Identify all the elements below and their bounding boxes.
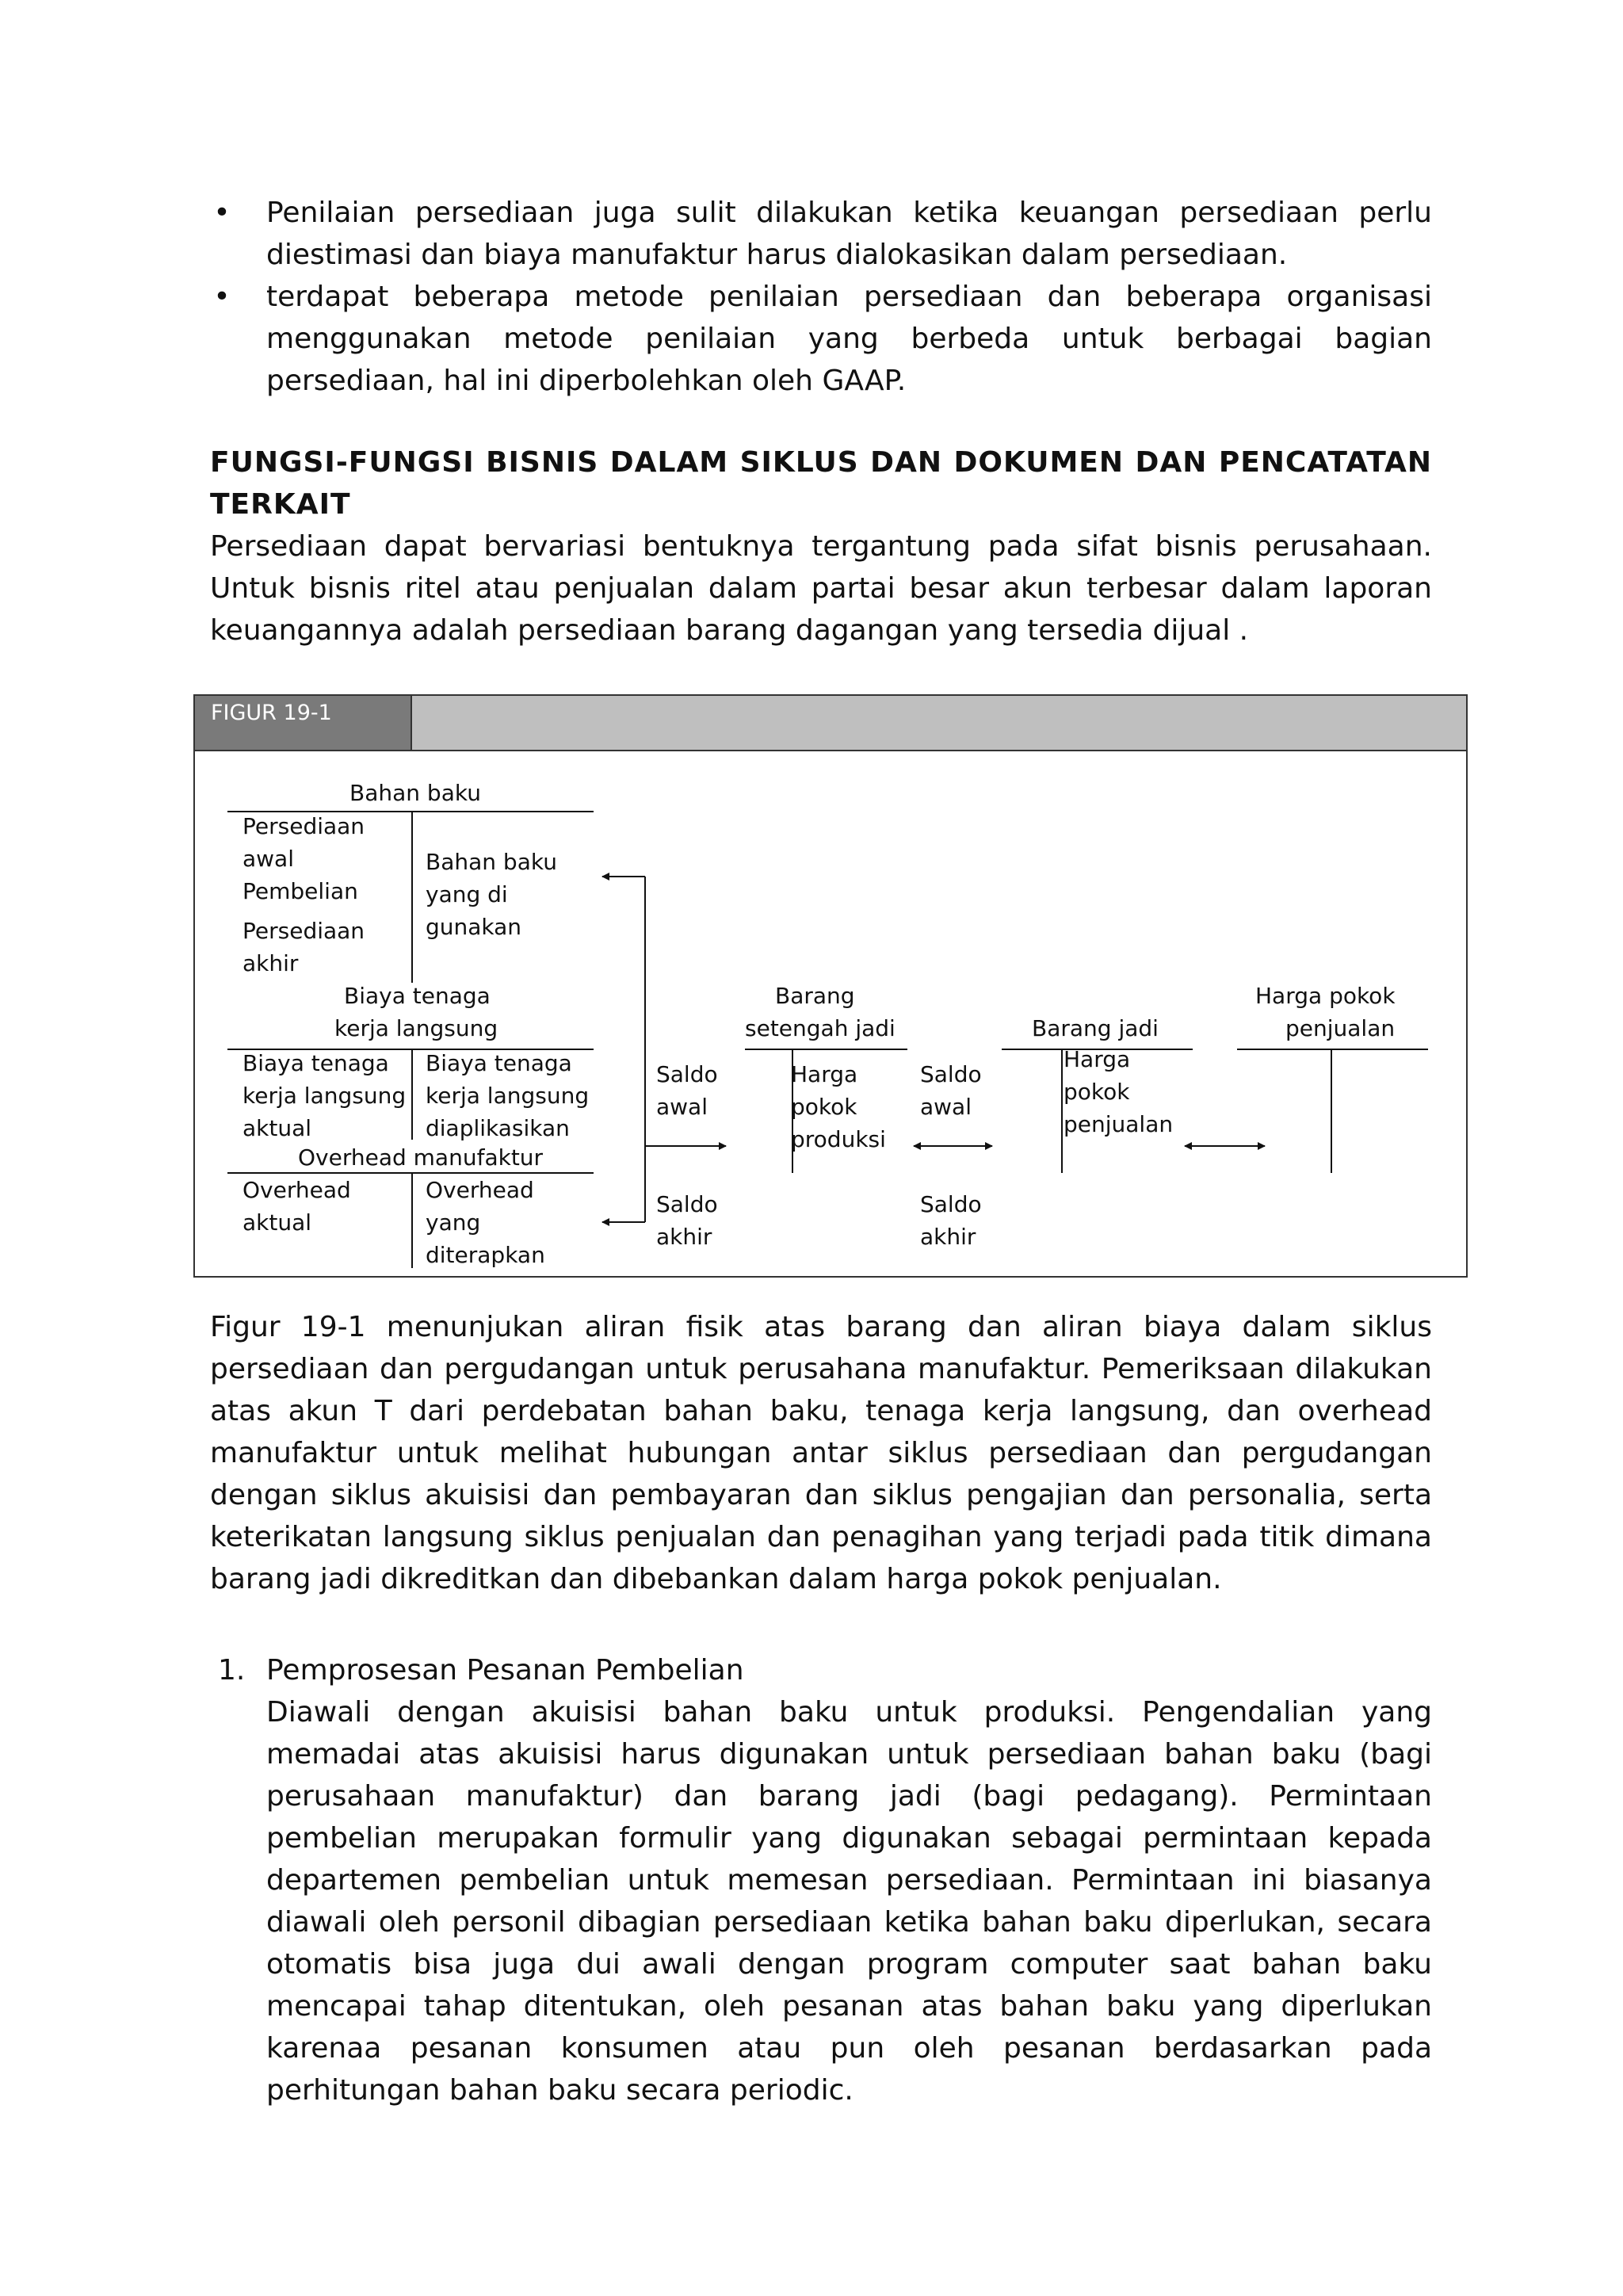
bahan-baku-credit-line: yang di (426, 881, 508, 907)
setengah-jadi-credit-line: pokok (791, 1094, 857, 1120)
overhead-credit-line: diterapkan (426, 1242, 545, 1268)
numbered-list (210, 1649, 1432, 2111)
barang-jadi-saldo-awal: awal (920, 1094, 972, 1120)
figure-label: FIGUR 19-1 (195, 696, 412, 750)
tenaga-kerja-title: Biaya tenaga (344, 983, 491, 1009)
tenaga-kerja-debit-line: kerja langsung (242, 1083, 407, 1109)
bullet-icon: • (213, 197, 231, 229)
bahan-baku-debit-line: Pembelian (242, 878, 358, 904)
bullet-text: Penilaian persediaan juga sulit dilakukan ketika keuangan persediaan perlu diestimasi dan biaya manufaktur harus dialokasikan dalam persediaan. (266, 197, 1432, 271)
tenaga-kerja-credit-line: diaplikasikan (426, 1115, 570, 1141)
setengah-jadi-title: Barang (775, 983, 855, 1009)
section-intro: Persediaan dapat bervariasi bentuknya tergantung pada sifat bisnis perusahaan. Untuk bisnis ritel atau penjualan dalam partai besar akun terbesar dalam laporan keuangannya adalah persediaan barang dagangan yang tersedia dijual . (210, 530, 1432, 647)
setengah-jadi-saldo-awal: awal (656, 1094, 708, 1120)
overhead-debit-line: Overhead (242, 1177, 351, 1203)
bahan-baku-debit-line: awal (242, 846, 294, 872)
figure-caption-paragraph: Figur 19-1 menunjukan aliran fisik atas barang dan aliran biaya dalam siklus persediaan dan pergudangan untuk perusahana manufaktur. Pemeriksaan dilakukan atas akun T dari perdebatan bahan baku, tenaga kerja langsung, dan overhead manufaktur untuk melihat hubungan antar siklus persediaan dan pergudangan dengan siklus akuisisi dan pembayaran dan siklus pengajian dan personalia, serta keterikatan langsung siklus penjualan dan penagihan yang terjadi pada titik dimana barang jadi dikreditkan dan dibebankan dalam harga pokok penjualan. (210, 1311, 1432, 1595)
tenaga-kerja-title: kerja langsung (334, 1015, 498, 1041)
setengah-jadi-credit-line: Harga (791, 1061, 858, 1087)
bahan-baku-credit-line: Bahan baku (426, 849, 557, 875)
setengah-jadi-credit-line: produksi (791, 1126, 886, 1152)
bullet-list (210, 192, 1432, 402)
figure-19-1 (193, 694, 1468, 1278)
bullet-icon: • (213, 281, 231, 313)
barang-jadi-credit-line: Harga (1064, 1046, 1131, 1072)
barang-jadi-credit-line: pokok (1064, 1079, 1130, 1105)
bullet-item (210, 276, 1432, 402)
bahan-baku-debit-line: Persediaan (242, 813, 365, 839)
bahan-baku-credit-line: gunakan (426, 914, 522, 940)
hpp-title: penjualan (1285, 1015, 1396, 1041)
item-body: Diawali dengan akuisisi bahan baku untuk produksi. Pengendalian yang memadai atas akuisisi harus digunakan untuk persediaan bahan baku (bagi perusahaan manufaktur) dan barang jadi (bagi pedagang). Permintaan pembelian merupakan formulir yang digunakan sebagai permintaan kepada departemen pembelian untuk memesan persediaan. Permintaan ini biasanya diawali oleh personil dibagian persediaan ketika bahan baku diperlukan, secara otomatis bisa juga dui awali dengan program computer saat bahan baku mencapai tahap ditentukan, oleh pesanan atas bahan baku yang diperlukan karenaa pesanan konsumen atau pun oleh pesanan berdasarkan pada perhitungan bahan baku secara periodic. (266, 1696, 1432, 2107)
bahan-baku-title: Bahan baku (349, 780, 481, 806)
barang-jadi-credit-line: penjualan (1064, 1111, 1174, 1137)
barang-jadi-saldo-akhir: Saldo (920, 1191, 982, 1217)
overhead-title: Overhead manufaktur (298, 1144, 544, 1171)
bullet-text: terdapat beberapa metode penilaian persediaan dan beberapa organisasi menggunakan metode penilaian yang berbeda untuk berbagai bagian persediaan, hal ini diperbolehkan oleh GAAP. (266, 281, 1432, 397)
section-heading: FUNGSI-FUNGSI BISNIS DALAM SIKLUS DAN DOKUMEN DAN PENCATATAN TERKAIT (210, 446, 1432, 521)
overhead-debit-line: aktual (242, 1209, 312, 1236)
tenaga-kerja-debit-line: aktual (242, 1115, 312, 1141)
barang-jadi-title: Barang jadi (1032, 1015, 1159, 1041)
setengah-jadi-saldo-akhir: akhir (656, 1224, 712, 1250)
tenaga-kerja-credit-line: kerja langsung (426, 1083, 590, 1109)
bahan-baku-debit-line: akhir (242, 950, 299, 976)
tenaga-kerja-credit-line: Biaya tenaga (426, 1050, 572, 1076)
bahan-baku-debit-line: Persediaan (242, 918, 365, 944)
item-title: Pemprosesan Pesanan Pembelian (266, 1654, 744, 1687)
barang-jadi-saldo-akhir: akhir (920, 1224, 976, 1250)
numbered-item (210, 1649, 1432, 2111)
setengah-jadi-title: setengah jadi (745, 1015, 896, 1041)
barang-jadi-saldo-awal: Saldo (920, 1061, 982, 1087)
tenaga-kerja-debit-line: Biaya tenaga (242, 1050, 389, 1076)
overhead-credit-line: yang (426, 1209, 481, 1236)
setengah-jadi-saldo-akhir: Saldo (656, 1191, 718, 1217)
hpp-title: Harga pokok (1255, 983, 1396, 1009)
item-number: 1. (218, 1654, 246, 1687)
bullet-item (210, 192, 1432, 276)
overhead-credit-line: Overhead (426, 1177, 534, 1203)
setengah-jadi-saldo-awal: Saldo (656, 1061, 718, 1087)
